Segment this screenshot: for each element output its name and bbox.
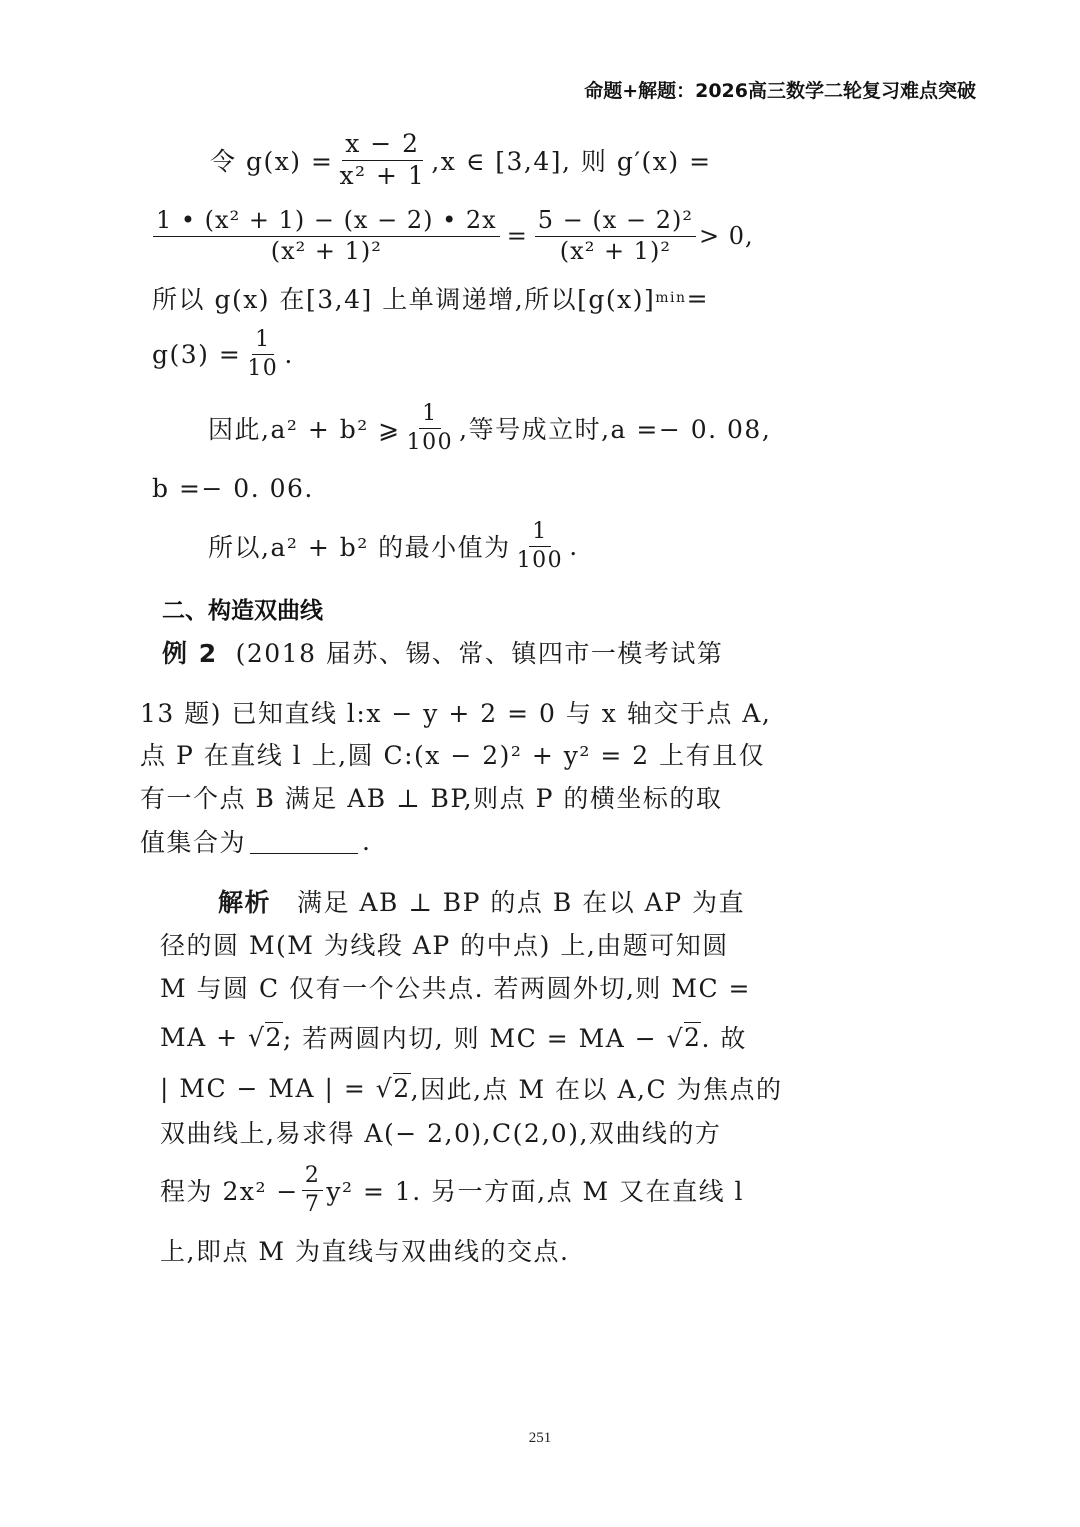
text: ,等号成立时,a =− 0. 08, [459, 415, 772, 444]
conclusion-line-1 [0, 398, 1080, 458]
fraction-min [514, 519, 567, 573]
fraction-denominator: (x² + 1)² [559, 236, 671, 265]
fraction-denominator: 7 [304, 1191, 321, 1217]
text: . [284, 339, 294, 369]
example-label: 例 2 [162, 639, 218, 668]
fraction-denominator: x² + 1 [339, 160, 426, 190]
example-line-5 [0, 811, 1080, 871]
equals-sign: = [506, 222, 528, 250]
fraction-two-sevenths [302, 1163, 324, 1217]
derivative-line-2 [0, 206, 1080, 266]
fraction-hundredth [404, 401, 457, 455]
solution-line-2: 径的圆 M(M 为线段 AP 的中点) 上,由题可知圆 [160, 931, 729, 960]
fraction-denominator: 100 [516, 547, 564, 573]
example-line-2: 13 题) 已知直线 l:x − y + 2 = 0 与 x 轴交于点 A, [140, 699, 772, 728]
text: MA + √ [160, 1022, 266, 1052]
fraction-numerator: 1 [529, 519, 551, 546]
text: > 0, [698, 222, 754, 250]
fraction-simplified [535, 207, 696, 265]
fraction-denominator: 10 [247, 355, 279, 381]
solution-line-6: 双曲线上,易求得 A(− 2,0),C(2,0),双曲线的方 [160, 1119, 722, 1148]
text: 满足 AB ⊥ BP 的点 B 在以 AP 为直 [297, 888, 745, 917]
example-line-3: 点 P 在直线 l 上,圆 C:(x − 2)² + y² = 2 上有且仅 [140, 741, 766, 770]
text: 所以 g(x) 在[3,4] 上单调递增,所以[g(x)] [152, 285, 656, 314]
fraction-g3 [244, 327, 281, 381]
text: 值集合为 [140, 828, 247, 857]
solution-line-3: M 与圆 C 仅有一个公共点. 若两圆外切,则 MC = [160, 974, 751, 1003]
fraction-numerator: 2 [302, 1163, 324, 1190]
text: 所以,a² + b² 的最小值为 [208, 533, 511, 562]
fraction-g [336, 130, 428, 191]
radicand: 2 [265, 1023, 283, 1052]
text: g(3) = [152, 339, 242, 369]
text: 因此,a² + b² ⩾ [208, 415, 401, 444]
text: ,因此,点 M 在以 A,C 为焦点的 [410, 1075, 783, 1104]
fraction-denominator: 100 [406, 429, 454, 455]
text: ,x ∈ [3,4], 则 g′(x) = [431, 147, 712, 176]
solution-line-7 [0, 1160, 1080, 1220]
derivative-line-4 [0, 324, 1080, 384]
derivative-line-1 [0, 130, 1080, 190]
min-value-line [0, 516, 1080, 576]
fraction-numerator: 1 [252, 327, 274, 354]
derivative-line-3 [0, 268, 1080, 328]
fraction-numerator: 1 [419, 401, 441, 428]
text: (2018 届苏、锡、常、镇四市一模考试第 [235, 639, 724, 668]
subscript-min: min [655, 290, 687, 306]
section-heading: 二、构造双曲线 [162, 598, 323, 624]
fraction-numerator: x − 2 [342, 130, 422, 161]
text: 程为 2x² − [160, 1177, 299, 1206]
solution-label: 解析 [218, 888, 272, 917]
fraction-numerator: 5 − (x − 2)² [535, 207, 696, 237]
answer-blank [250, 829, 358, 854]
conclusion-line-2: b =− 0. 06. [152, 473, 314, 503]
radicand: 2 [684, 1023, 702, 1052]
fraction-numerator: 1 • (x² + 1) − (x − 2) • 2x [153, 207, 500, 237]
text: . [362, 826, 372, 856]
radicand: 2 [393, 1074, 411, 1103]
text: . [569, 531, 579, 561]
page-number: 251 [528, 1430, 552, 1446]
fraction-derivative [153, 207, 500, 265]
solution-line-8: 上,即点 M 为直线与双曲线的交点. [160, 1237, 570, 1266]
text: 令 g(x) = [210, 147, 334, 176]
text: y² = 1. 另一方面,点 M 又在直线 l [326, 1177, 745, 1206]
example-line-4: 有一个点 B 满足 AB ⊥ BP,则点 P 的横坐标的取 [140, 784, 723, 813]
text: . 故 [701, 1024, 747, 1053]
text: ; 若两圆内切, 则 MC = MA − √ [282, 1024, 685, 1053]
text: | MC − MA | = √ [160, 1073, 394, 1103]
text: = [686, 283, 710, 313]
fraction-denominator: (x² + 1)² [270, 236, 382, 265]
running-head: 命题+解题：2026高三数学二轮复习难点突破 [584, 80, 976, 102]
example-line-1 [0, 622, 1080, 682]
